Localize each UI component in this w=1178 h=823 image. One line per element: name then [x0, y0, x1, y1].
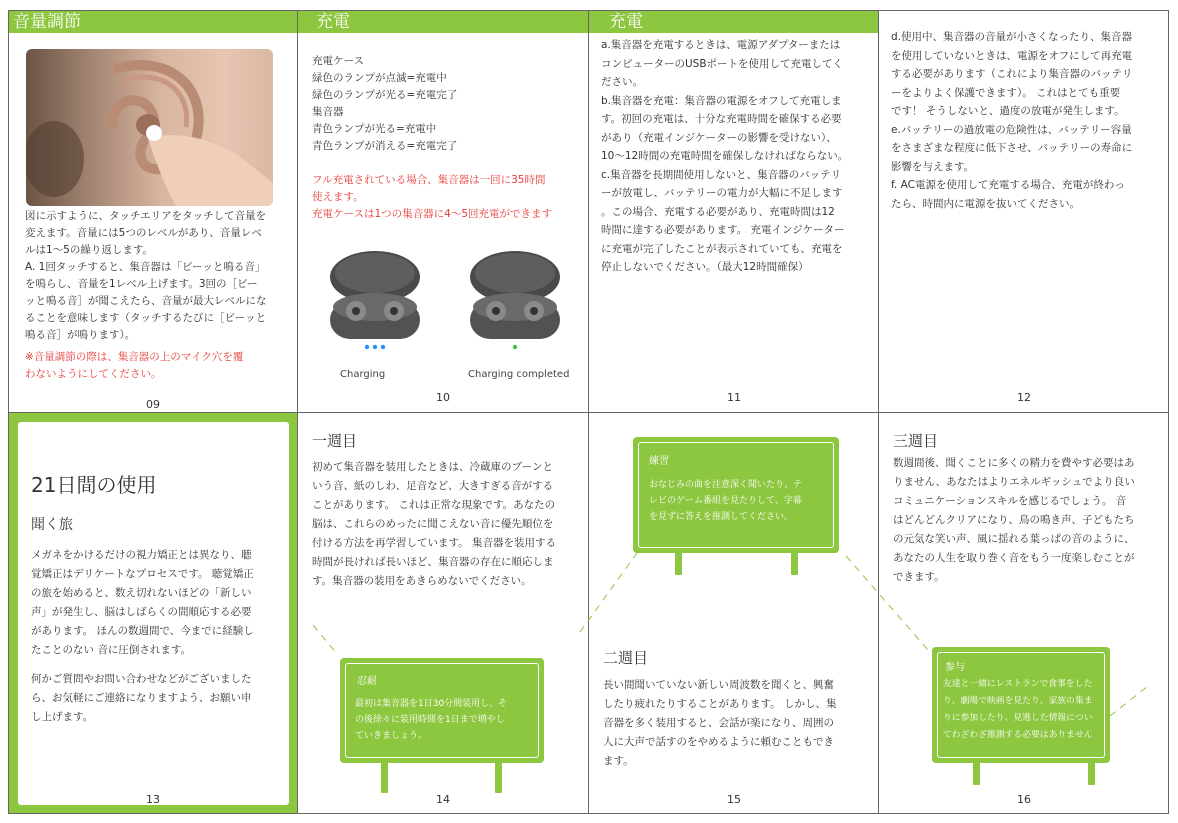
text-line: 何かご質問やお問い合わせなどがございました — [31, 673, 252, 685]
page-14 — [298, 413, 588, 813]
text-line: 青色ランプが消える=充電完了 — [312, 140, 458, 152]
text-line: 友達と一緒にレストランで食事をした — [943, 679, 1093, 689]
text-line: 声」が発生し、脳はしばらくの間順応する必要 — [31, 606, 252, 618]
text-line: コミュニケーションスキルを感じるでしょう。 音 — [893, 495, 1127, 507]
text-line: はどんどんクリアになり、鳥の鳴き声、子どもたち — [893, 514, 1135, 526]
sign-body — [649, 477, 833, 525]
text-line: ら、お気軽にご連絡になりますよう、お願い申 — [31, 692, 252, 704]
text-line: 変えます。音量には5つのレベルがあり、音量レベ — [25, 227, 262, 239]
sign-leg — [381, 761, 388, 793]
text-line: ていきましょう。 — [355, 731, 428, 741]
page-number: 14 — [436, 793, 450, 806]
text-line: b.集音器を充電：集音器の電源をオフして充電しま — [601, 94, 842, 107]
page-number: 12 — [1017, 391, 1031, 404]
charging-completed-caption: Charging completed — [468, 369, 570, 380]
page-subtitle: 聞く旅 — [31, 517, 73, 533]
text-line: f. AC電源を使用して充電する場合、充電が終わっ — [891, 179, 1125, 191]
text-line: をさまざまな程度に低下させ、バッテリーの寿命に — [891, 142, 1133, 154]
sign-title: 忍耐 — [357, 676, 377, 687]
week-one-title: 一週目 — [312, 432, 358, 450]
text-line: す。初回の充電は、十分な充電時間を確保する必要 — [601, 113, 842, 125]
text-line: です！ そうしないと、過度の放電が発生します。 — [891, 105, 1125, 117]
text-line: り、劇場で映画を見たり、家族の集ま — [943, 696, 1093, 706]
text-line: 初めて集音器を装用したときは、冷蔵庫のブーンと — [312, 461, 553, 473]
text-line: ーをよりよく保護できます）。 これはとても重要 — [891, 86, 1121, 99]
text-line: 充電ケース — [312, 55, 364, 67]
text-line: わないようにしてください。 — [25, 368, 162, 380]
text-line: ます。 — [603, 755, 634, 767]
text-line: ことがあります。 これは正常な現象です。あなたの — [312, 499, 556, 511]
text-line: 充電ケースは1つの集音器に4～5回充電ができます — [312, 208, 553, 220]
text-line: したり疲れたりすることがあります。 しかし、集 — [603, 698, 837, 710]
text-line: メガネをかけるだけの視力矯正とは異なり、聴 — [31, 549, 252, 561]
text-line: いう音、紙のしわ、足音など、大きすぎる音がする — [312, 480, 554, 492]
page-number: 09 — [146, 398, 160, 411]
sign-title: 参与 — [945, 662, 965, 673]
text-line: 停止しないでください。（最大12時間確保） — [601, 261, 809, 273]
text-line: 鳴る音］が鳴ります）。 — [25, 329, 136, 341]
text-line: c.集音器を長期間使用しないと、集音器のバッテリ — [601, 168, 842, 181]
sign-leg — [495, 761, 502, 793]
participation-sign — [932, 647, 1110, 763]
text-line: を使用していないときは、電源をオフにして再充電 — [891, 49, 1133, 62]
page-09-header: 音量調節 — [9, 11, 297, 33]
text-line: 緑色のランプが点滅=充電中 — [312, 72, 447, 84]
page-number: 13 — [146, 793, 160, 806]
page-number: 16 — [1017, 793, 1031, 806]
page-15 — [589, 413, 878, 813]
text-line: す。集音器の装用をあきらめないでください。 — [312, 575, 532, 587]
text-line: できます。 — [893, 571, 945, 583]
text-line: の後徐々に装用時間を1日まで増やし — [355, 715, 505, 725]
text-line: ることを意味します（タッチするたびに［ビーッと — [25, 312, 267, 324]
text-line: たことのない 音に圧倒されます。 — [31, 644, 191, 656]
text-line: があります。 ほんの数週間で、今までに経験し — [31, 625, 254, 637]
text-line: てわざわざ推測する必要はありません — [943, 730, 1093, 740]
text-line: フル充電されている場合、集音器は一回に35時間 — [312, 174, 546, 186]
text-line: 音器を多く装用すると、会話が楽になり、周囲の — [603, 717, 834, 729]
text-line: 覚矯正はデリケートなプロセスです。 聴覚矯正 — [31, 568, 254, 580]
text-line: おなじみの曲を注意深く聞いたり、テ — [649, 480, 803, 490]
patience-sign — [340, 658, 544, 763]
text-line: 図に示すように、タッチエリアをタッチして音量を — [25, 210, 267, 222]
page-16 — [879, 413, 1168, 813]
text-line: 10～12時間の充電時間を確保しなければならない。 — [601, 150, 849, 162]
page-number: 15 — [727, 793, 741, 806]
text-line: りに参加したり、見逃した情報につい — [943, 713, 1093, 723]
sign-body — [943, 676, 1107, 744]
text-line: 最初は集音器を1日30分間装用し、そ — [355, 699, 508, 709]
text-line: 影響を与えます。 — [891, 160, 975, 173]
text-line: の旅を始めると、数え切れないほどの「新しい — [31, 587, 252, 599]
text-line: あなたの人生を取り巻く音をもう一度楽しむことが — [893, 552, 1135, 564]
text-line: ださい。 — [601, 76, 643, 88]
page-number: 11 — [727, 391, 741, 404]
text-line: 時間に達する必要があります。 充電インジケーター — [601, 224, 845, 236]
text-line: ルは1～5の繰り返します。 — [25, 244, 154, 256]
text-line: 集音器 — [312, 106, 344, 118]
text-line: を鳴らし、音量を1レベル上げます。3回の［ビー — [25, 278, 258, 290]
week-three-body — [893, 454, 1168, 587]
sign-title: 練習 — [649, 456, 669, 467]
text-line: e.バッテリーの過放電の危険性は、バッテリー容量 — [891, 123, 1132, 136]
text-line: 使えます。 — [312, 191, 364, 203]
week-one-body — [312, 458, 587, 591]
text-line: a.集音器を充電するときは、電源アダプターまたは — [601, 39, 841, 51]
text-line: 人に大声で話すのをやめるように頼むこともでき — [603, 736, 834, 748]
text-line: d.使用中、集音器の音量が小さくなったり、集音器 — [891, 31, 1133, 43]
text-line: ーが放電し、バッテリーの電力が大幅に不足します — [601, 187, 843, 199]
text-line: 脳は、これらのめったに聞こえない音に優先順位を — [312, 518, 554, 530]
week-two-title: 二週目 — [603, 649, 649, 667]
text-line: し上げます。 — [31, 711, 94, 723]
text-line: レビのゲーム番組を見たりして、字幕 — [649, 496, 802, 506]
page-10-header: 充電 — [298, 11, 588, 33]
page-number: 10 — [436, 391, 450, 404]
page-11-header: 充電 — [589, 11, 878, 33]
text-line: があり（充電インジケーターの影響を受けない）、 — [601, 131, 837, 144]
practice-sign — [633, 437, 839, 553]
week-two-body — [603, 676, 875, 771]
text-line: 数週間後、聞くことに多くの精力を費やす必要はあ — [893, 457, 1135, 469]
text-line: を見ずに答えを推測してください。 — [649, 512, 794, 522]
charging-caption: Charging — [340, 369, 386, 380]
text-line: 時間が長ければ長いほど、集音器の存在に順応しま — [312, 556, 554, 568]
text-line: 緑色のランプが光る=充電完了 — [312, 89, 458, 101]
text-line: する必要があります（これにより集音器のバッテリ — [891, 68, 1133, 80]
text-line: 青色ランプが光る=充電中 — [312, 123, 437, 135]
text-line: ※音量調節の際は、集音器の上のマイク穴を覆 — [25, 351, 244, 363]
text-line: ッと鳴る音］が聞こえたら、音量が最大レベルにな — [25, 295, 267, 307]
text-line: A. 1回タッチすると、集音器は「ビーッと鳴る音」 — [25, 261, 266, 273]
sign-body — [355, 696, 537, 744]
text-line: の元気な笑い声、風に揺れる葉っぱの音のように、 — [893, 533, 1135, 545]
week-three-title: 三週目 — [893, 432, 939, 450]
text-line: 付ける方法を再学習しています。 集音器を装用する — [312, 537, 556, 549]
text-line: に充電が完了したことが表示されていても、充電を — [601, 242, 843, 255]
text-line: たら、時間内に電源を抜いてください。 — [891, 197, 1080, 210]
text-line: りません、あなたはよりエネルギッシュでより良い — [893, 476, 1135, 488]
text-line: 長い間聞いていない新しい周波数を聞くと、興奮 — [603, 679, 834, 691]
text-line: コンピューターのUSBポートを使用して充電してく — [601, 57, 844, 70]
page-title: 21日間の使用 — [31, 473, 157, 497]
text-line: 。この場合、充電する必要があり、充電時間は12 — [601, 205, 835, 218]
